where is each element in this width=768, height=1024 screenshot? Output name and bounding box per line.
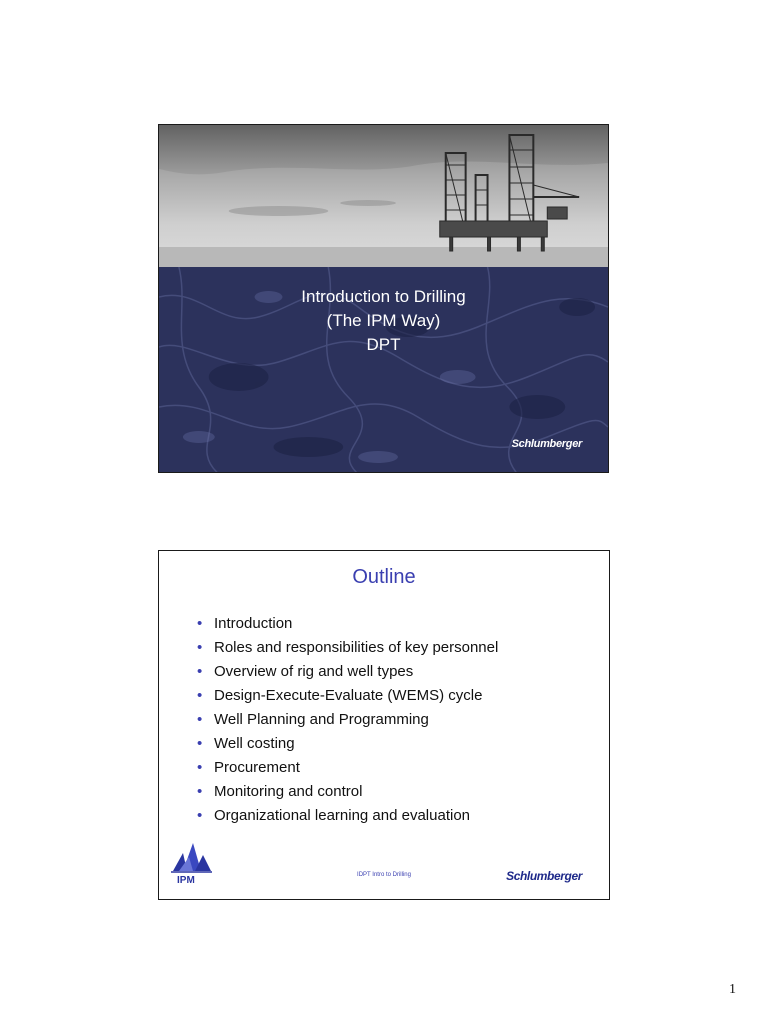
slide-title (159, 285, 608, 357)
list-item (197, 756, 498, 780)
list-item (197, 684, 498, 708)
bullet-icon: • (197, 687, 203, 704)
page-number: 1 (729, 982, 736, 997)
bullet-icon: • (197, 807, 203, 824)
slide-heading: Outline (352, 566, 416, 588)
bullet-icon: • (197, 735, 203, 752)
list-item (197, 780, 498, 804)
list-item (197, 660, 498, 684)
title-slide (158, 124, 609, 473)
schlumberger-logo: Schlumberger (506, 869, 582, 883)
list-item (197, 804, 498, 828)
list-item (197, 732, 498, 756)
list-item-text: Well costing (214, 735, 295, 752)
list-item (197, 708, 498, 732)
bullet-icon: • (197, 711, 203, 728)
drilling-rig-icon (159, 125, 608, 267)
bullet-icon: • (197, 759, 203, 776)
list-item-text: Roles and responsibilities of key personnel (214, 639, 499, 656)
list-item-text: Procurement (214, 759, 300, 776)
list-item-text: Well Planning and Programming (214, 711, 429, 728)
list-item (197, 612, 498, 636)
list-item-text: Overview of rig and well types (214, 663, 414, 680)
bullet-icon: • (197, 615, 203, 632)
list-item-text: Introduction (214, 615, 293, 632)
title-line-2: (The IPM Way) (326, 311, 441, 330)
bullet-icon: • (197, 663, 203, 680)
list-item-text: Design-Execute-Evaluate (WEMS) cycle (214, 687, 483, 704)
slide-footer-text: IDPT Intro to Drilling (357, 872, 411, 878)
schlumberger-logo: Schlumberger (511, 438, 582, 450)
sky-photo (159, 125, 608, 267)
ipm-logo (169, 841, 219, 893)
ipm-logo-text: IPM (177, 875, 195, 886)
ipm-sail-logo-icon (169, 841, 213, 875)
bullet-icon: • (197, 639, 203, 656)
list-item-text: Monitoring and control (214, 783, 363, 800)
title-line-3: DPT (366, 335, 401, 354)
outline-list (197, 612, 498, 828)
list-item (197, 636, 498, 660)
list-item-text: Organizational learning and evaluation (214, 807, 471, 824)
bullet-icon: • (197, 783, 203, 800)
title-line-1: Introduction to Drilling (301, 287, 466, 306)
outline-slide (158, 550, 610, 900)
